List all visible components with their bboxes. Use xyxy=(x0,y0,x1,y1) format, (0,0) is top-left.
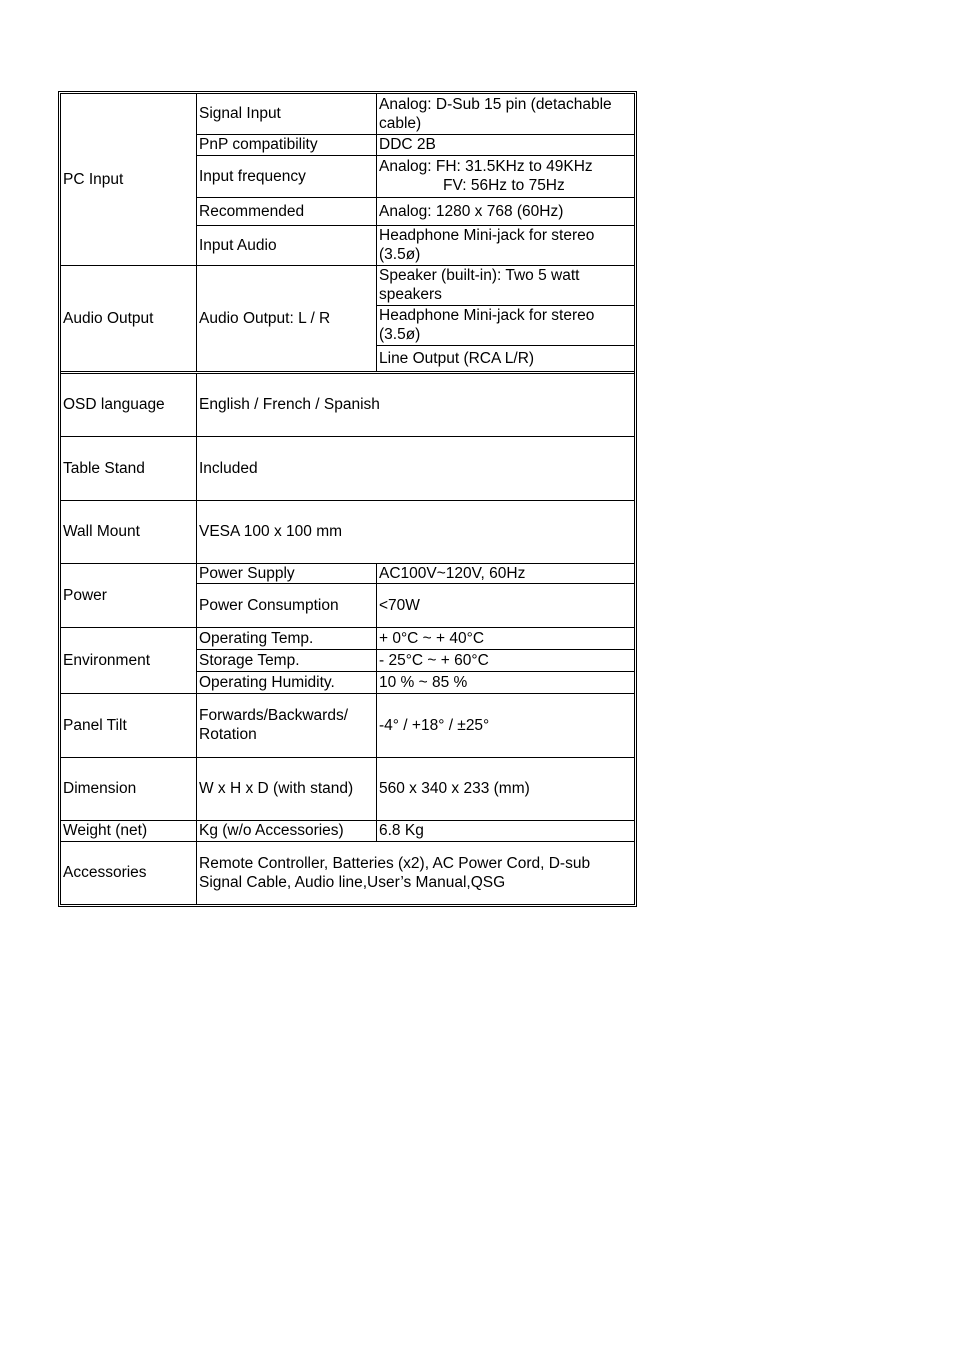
row-label-pc-input: PC Input xyxy=(61,94,197,265)
table-row xyxy=(61,693,634,757)
row-label-power: Power xyxy=(61,563,197,627)
row-label-accessories: Accessories xyxy=(61,841,197,904)
spec-value: Analog: 1280 x 768 (60Hz) xyxy=(377,197,635,225)
spec-name: Forwards/Backwards/ Rotation xyxy=(197,693,377,757)
spec-value: 560 x 340 x 233 (mm) xyxy=(377,757,635,820)
spec-name: Kg (w/o Accessories) xyxy=(197,820,377,841)
spec-value: Analog: D-Sub 15 pin (detachable cable) xyxy=(377,94,635,134)
row-label-panel-tilt: Panel Tilt xyxy=(61,693,197,757)
spec-value-line: Analog: FH: 31.5KHz to 49KHz xyxy=(379,158,593,175)
row-label-osd-language: OSD language xyxy=(61,372,197,436)
row-label-table-stand: Table Stand xyxy=(61,436,197,500)
row-label-audio-output: Audio Output xyxy=(61,265,197,372)
spec-name: Operating Temp. xyxy=(197,627,377,649)
spec-value: -4° / +18° / ±25° xyxy=(377,693,635,757)
row-label-weight: Weight (net) xyxy=(61,820,197,841)
spec-name: Input frequency xyxy=(197,155,377,197)
spec-value: AC100V~120V, 60Hz xyxy=(377,563,635,583)
table-row xyxy=(61,627,634,649)
spec-value: 6.8 Kg xyxy=(377,820,635,841)
table-row xyxy=(61,563,634,583)
spec-name: Input Audio xyxy=(197,225,377,265)
spec-name: PnP compatibility xyxy=(197,134,377,155)
row-label-dimension: Dimension xyxy=(61,757,197,820)
spec-value: - 25°C ~ + 60°C xyxy=(377,649,635,671)
spec-value: Headphone Mini-jack for stereo (3.5ø) xyxy=(377,225,635,265)
spec-value: DDC 2B xyxy=(377,134,635,155)
spec-name: Power Supply xyxy=(197,563,377,583)
table-row xyxy=(61,265,634,305)
spec-value: VESA 100 x 100 mm xyxy=(197,500,635,563)
spec-name: Storage Temp. xyxy=(197,649,377,671)
spec-name: Operating Humidity. xyxy=(197,671,377,693)
row-label-environment: Environment xyxy=(61,627,197,693)
spec-value xyxy=(377,155,635,197)
table-row xyxy=(61,820,634,841)
spec-name: Audio Output: L / R xyxy=(197,265,377,372)
spec-value: Headphone Mini-jack for stereo (3.5ø) xyxy=(377,305,635,345)
spec-value: Included xyxy=(197,436,635,500)
spec-value: <70W xyxy=(377,583,635,627)
spec-value: Remote Controller, Batteries (x2), AC Power Cord, D-sub Signal Cable, Audio line,User’s Manual,QSG xyxy=(197,841,635,904)
spec-name: W x H x D (with stand) xyxy=(197,757,377,820)
table-row xyxy=(61,436,634,500)
spec-value: Speaker (built-in): Two 5 watt speakers xyxy=(377,265,635,305)
spec-value: + 0°C ~ + 40°C xyxy=(377,627,635,649)
spec-name: Recommended xyxy=(197,197,377,225)
spec-name: Power Consumption xyxy=(197,583,377,627)
table-row xyxy=(61,94,634,134)
spec-name: Signal Input xyxy=(197,94,377,134)
spec-value: English / French / Spanish xyxy=(197,372,635,436)
table-row xyxy=(61,372,634,436)
table-row xyxy=(61,757,634,820)
spec-table xyxy=(61,94,634,904)
spec-value: Line Output (RCA L/R) xyxy=(377,345,635,372)
table-row xyxy=(61,500,634,563)
spec-table-frame xyxy=(58,91,637,907)
spec-value: 10 % ~ 85 % xyxy=(377,671,635,693)
table-row xyxy=(61,841,634,904)
row-label-wall-mount: Wall Mount xyxy=(61,500,197,563)
spec-value-line: FV: 56Hz to 75Hz xyxy=(443,177,565,194)
